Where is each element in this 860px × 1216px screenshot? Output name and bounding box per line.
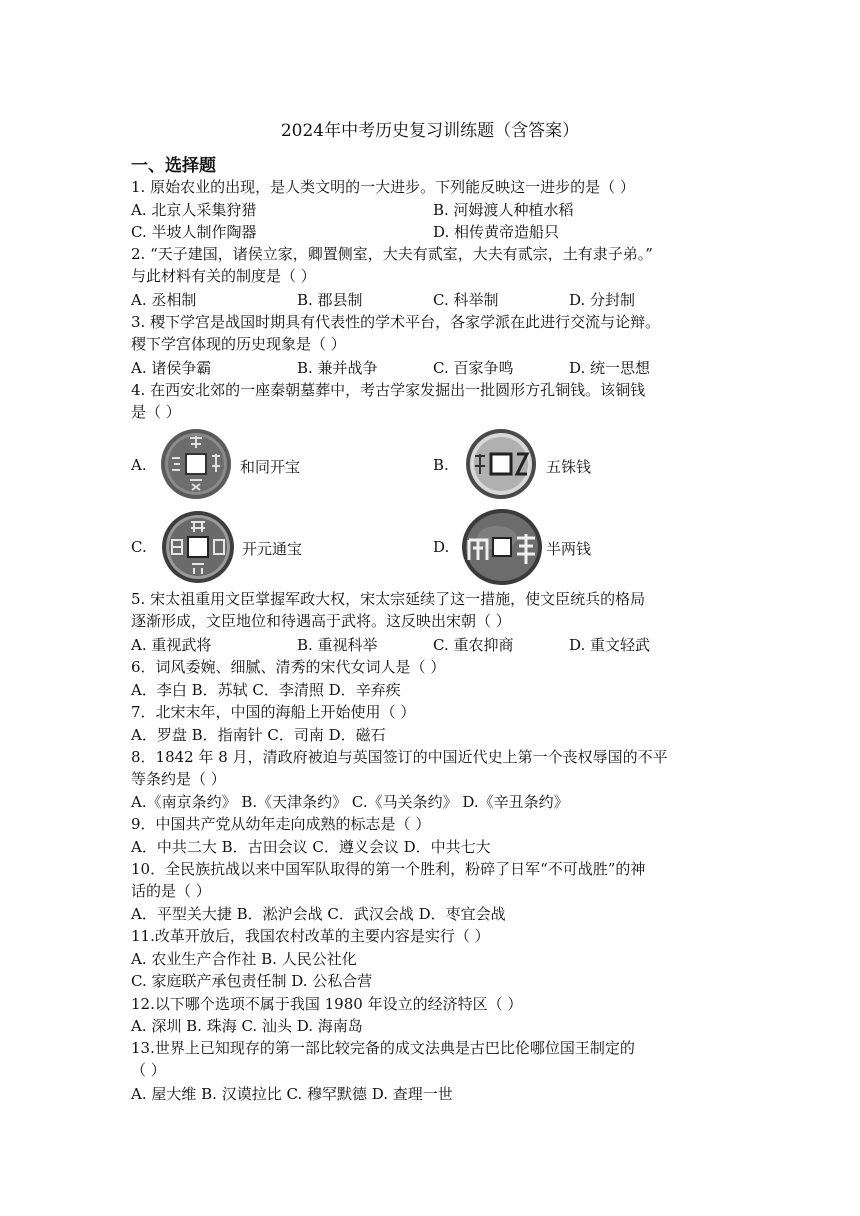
q5-option-c: C. 重农抑商 xyxy=(433,636,514,654)
coin-hetong-kaibao-image xyxy=(160,428,232,500)
q9-options: A．中共二大 B．古田会议 C．遵义会议 D．中共七大 xyxy=(131,838,491,856)
q2-option-d: D. 分封制 xyxy=(569,291,636,309)
q10-options: A．平型关大捷 B．淞沪会战 C．武汉会战 D．枣宜会战 xyxy=(131,905,506,923)
q3-option-a: A. 诸侯争霸 xyxy=(131,359,212,377)
section-heading: 一、选择题 xyxy=(131,156,216,176)
q1-option-b: B. 河姆渡人种植水稻 xyxy=(433,201,574,219)
q4-stem-line2: 是（ ） xyxy=(131,403,181,421)
q4-option-d-label: 半两钱 xyxy=(546,540,592,558)
q13-stem-line1: 13.世界上已知现存的第一部比较完备的成文法典是古巴比伦哪位国王制定的 xyxy=(131,1039,635,1057)
q13-options: A. 屋大维 B. 汉谟拉比 C. 穆罕默德 D. 查理一世 xyxy=(131,1085,453,1103)
q10-stem-line2: 话的是（ ） xyxy=(131,882,211,900)
q3-option-c: C. 百家争鸣 xyxy=(433,359,514,377)
q2-option-c: C. 科举制 xyxy=(433,291,499,309)
q2-option-b: B. 郡县制 xyxy=(297,291,363,309)
q2-stem-line1: 2. “天子建国，诸侯立家，卿置侧室，大夫有贰室，大夫有贰宗，土有隶子弟。” xyxy=(131,245,653,263)
coin-wuzhu-image xyxy=(463,428,539,500)
coin-kaiyuan-tongbao-image xyxy=(160,510,236,584)
q3-stem-line2: 稷下学宫体现的历史现象是（ ） xyxy=(131,335,346,353)
q3-option-b: B. 兼并战争 xyxy=(297,359,378,377)
q3-stem-line1: 3. 稷下学宫是战国时期具有代表性的学术平台，各家学派在此进行交流与论辩。 xyxy=(131,313,661,331)
q4-option-d-letter: D. xyxy=(433,538,450,556)
q5-option-a: A. 重视武将 xyxy=(131,636,212,654)
q4-option-a-letter: A. xyxy=(131,456,147,474)
q8-stem-line1: 8．1842 年 8 月，清政府被迫与英国签订的中国近代史上第一个丧权辱国的不平 xyxy=(131,748,668,766)
q11-stem: 11.改革开放后，我国农村改革的主要内容是实行（ ） xyxy=(131,927,490,945)
q1-option-d: D. 相传黄帝造船只 xyxy=(433,223,560,241)
q4-option-c-label: 开元通宝 xyxy=(242,540,303,558)
q4-stem-line1: 4. 在西安北郊的一座秦朝墓葬中，考古学家发掘出一批圆形方孔铜钱。该铜钱 xyxy=(131,381,646,399)
q12-stem: 12.以下哪个选项不属于我国 1980 年设立的经济特区（ ） xyxy=(131,995,523,1013)
q13-stem-line2: （ ） xyxy=(131,1061,166,1079)
q7-stem: 7．北宋末年，中国的海船上开始使用（ ） xyxy=(131,703,416,721)
q4-option-b-label: 五铢钱 xyxy=(546,458,592,476)
q9-stem: 9．中国共产党从幼年走向成熟的标志是（ ） xyxy=(131,815,431,833)
q11-options-line2: C. 家庭联产承包责任制 D. 公私合营 xyxy=(131,972,373,990)
q3-option-d: D. 统一思想 xyxy=(569,359,651,377)
q2-option-a: A. 丞相制 xyxy=(131,291,197,309)
q1-stem: 1. 原始农业的出现，是人类文明的一大进步。下列能反映这一进步的是（ ） xyxy=(131,178,635,196)
q5-option-d: D. 重文轻武 xyxy=(569,636,651,654)
q8-options: A.《南京条约》 B.《天津条约》 C.《马关条约》 D.《辛丑条约》 xyxy=(131,793,569,811)
q6-options: A．李白 B．苏轼 C．李清照 D．辛弃疾 xyxy=(131,681,401,699)
q5-stem-line2: 逐渐形成，文臣地位和待遇高于武将。这反映出宋朝（ ） xyxy=(131,612,511,630)
q12-options: A. 深圳 B. 珠海 C. 汕头 D. 海南岛 xyxy=(131,1017,363,1035)
q6-stem: 6．词风委婉、细腻、清秀的宋代女词人是（ ） xyxy=(131,658,446,676)
q1-option-c: C. 半坡人制作陶器 xyxy=(131,223,257,241)
coin-banliang-image xyxy=(461,508,543,586)
q7-options: A．罗盘 B．指南针 C．司南 D．磁石 xyxy=(131,726,386,744)
q4-option-b-letter: B. xyxy=(433,456,449,474)
q8-stem-line2: 等条约是（ ） xyxy=(131,770,226,788)
q5-stem-line1: 5. 宋太祖重用文臣掌握军政大权，宋太宗延续了这一措施，使文臣统兵的格局 xyxy=(131,590,646,608)
q10-stem-line1: 10．全民族抗战以来中国军队取得的第一个胜利，粉碎了日军“不可战胜”的神 xyxy=(131,860,646,878)
q4-option-c-letter: C. xyxy=(131,538,147,556)
q2-stem-line2: 与此材料有关的制度是（ ） xyxy=(131,267,316,285)
q5-option-b: B. 重视科举 xyxy=(297,636,378,654)
document-title: 2024年中考历史复习训练题（含答案） xyxy=(280,121,580,141)
q4-option-a-label: 和同开宝 xyxy=(240,458,301,476)
q1-option-a: A. 北京人采集狩猎 xyxy=(131,201,257,219)
q11-options-line1: A. 农业生产合作社 B. 人民公社化 xyxy=(131,950,357,968)
